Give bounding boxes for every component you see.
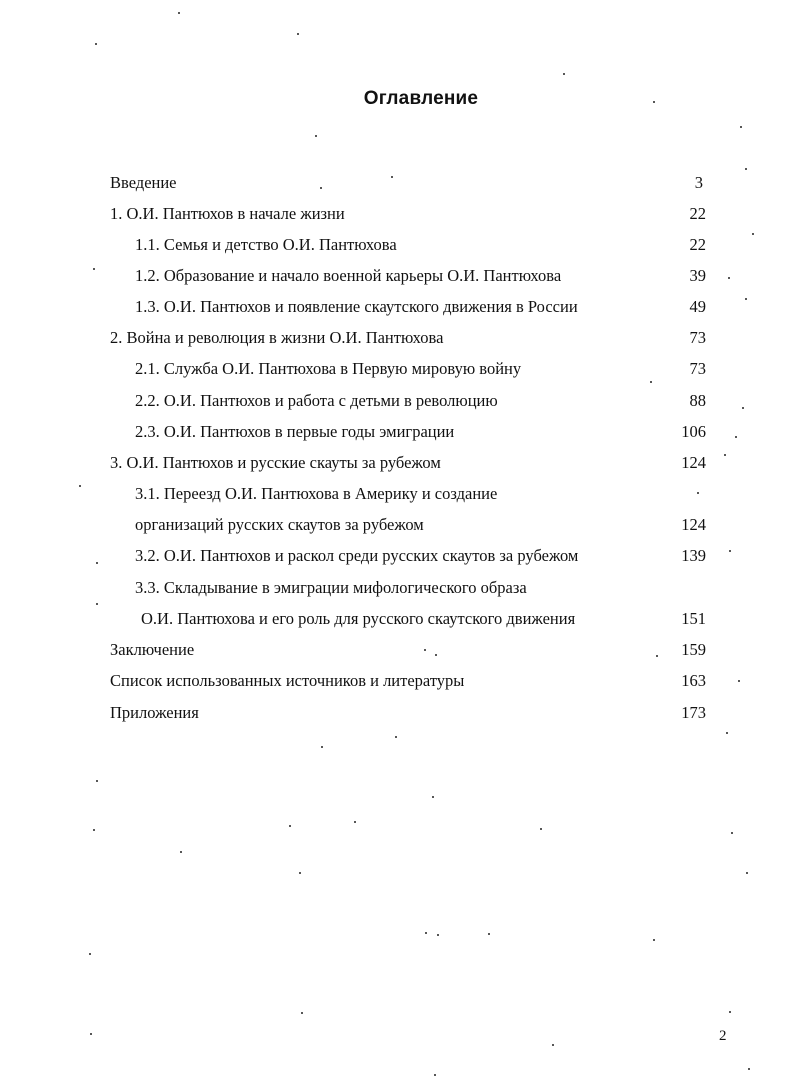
scan-speck <box>540 828 542 830</box>
scan-speck <box>299 872 301 874</box>
toc-page-section-2-2: 88 <box>689 391 706 410</box>
toc-entry-section-2-3: 2.3. О.И. Пантюхов в первые годы эмиграции <box>135 422 455 441</box>
toc-page-section-1-1: 22 <box>689 235 706 254</box>
scan-speck <box>738 680 740 682</box>
scan-speck <box>729 550 731 552</box>
scan-speck <box>752 233 754 235</box>
toc-page-introduction: 3 <box>694 173 703 192</box>
scan-speck <box>434 1074 436 1076</box>
scan-speck <box>740 126 742 128</box>
toc-entry-section-3-3-line-1: 3.3. Складывание в эмиграции мифологического образа <box>135 578 527 597</box>
toc-title: Оглавление <box>363 88 479 109</box>
toc-page-chapter-3: 124 <box>681 453 706 472</box>
scan-speck <box>742 407 744 409</box>
scan-speck <box>726 732 728 734</box>
scan-speck <box>653 101 655 103</box>
scan-speck <box>731 832 733 834</box>
scan-speck <box>656 655 658 657</box>
toc-page-conclusion: 159 <box>681 640 706 659</box>
scan-speck <box>96 603 98 605</box>
scan-speck <box>354 821 356 823</box>
scan-speck <box>93 268 95 270</box>
scan-speck <box>746 872 748 874</box>
scan-speck <box>315 135 317 137</box>
scan-speck <box>95 43 97 45</box>
toc-entry-introduction: Введение <box>110 173 177 192</box>
toc-entry-section-3-1-line-2: организаций русских скаутов за рубежом <box>135 515 424 534</box>
scan-speck <box>96 562 98 564</box>
toc-entry-section-1-3: 1.3. О.И. Пантюхов и появление скаутского движения в России <box>135 297 578 316</box>
scan-speck <box>425 932 427 934</box>
scan-speck <box>301 1012 303 1014</box>
toc-entry-chapter-1: 1. О.И. Пантюхов в начале жизни <box>110 204 345 223</box>
toc-entry-section-3-2: 3.2. О.И. Пантюхов и раскол среди русских скаутов за рубежом <box>135 546 579 565</box>
toc-page-appendices: 173 <box>681 703 706 722</box>
toc-page-section-1-3: 49 <box>689 297 706 316</box>
scan-speck <box>745 168 747 170</box>
scan-speck <box>321 746 323 748</box>
scan-speck <box>697 492 699 494</box>
toc-page-chapter-2: 73 <box>689 328 706 347</box>
scan-speck <box>437 934 439 936</box>
scan-speck <box>178 12 180 14</box>
scan-speck <box>424 649 426 651</box>
scan-speck <box>90 1033 92 1035</box>
toc-page-section-3-1: 124 <box>681 515 706 534</box>
scan-speck <box>653 939 655 941</box>
toc-page-sources: 163 <box>681 671 706 690</box>
scan-speck <box>488 933 490 935</box>
scan-speck <box>650 381 652 383</box>
toc-page-section-3-2: 139 <box>681 546 706 565</box>
toc-page-chapter-1: 22 <box>689 204 706 223</box>
scan-speck <box>391 176 393 178</box>
scan-speck <box>89 953 91 955</box>
toc-entry-section-3-1-line-1: 3.1. Переезд О.И. Пантюхова в Америку и создание <box>135 484 498 503</box>
scan-speck <box>435 654 437 656</box>
scan-speck <box>297 33 299 35</box>
scan-speck <box>745 298 747 300</box>
toc-entry-conclusion: Заключение <box>110 640 195 659</box>
toc-entry-section-2-2: 2.2. О.И. Пантюхов и работа с детьми в революцию <box>135 391 498 410</box>
toc-page-section-3-3: 151 <box>681 609 706 628</box>
toc-page-section-1-2: 39 <box>689 266 706 285</box>
scan-speck <box>735 436 737 438</box>
scan-speck <box>552 1044 554 1046</box>
toc-entry-section-1-1: 1.1. Семья и детство О.И. Пантюхова <box>135 235 397 254</box>
scan-speck <box>289 825 291 827</box>
scan-speck <box>432 796 434 798</box>
toc-entry-section-1-2: 1.2. Образование и начало военной карьеры О.И. Пантюхова <box>135 266 562 285</box>
toc-entry-sources: Список использованных источников и литературы <box>110 671 465 690</box>
scan-speck <box>93 829 95 831</box>
scan-speck <box>724 454 726 456</box>
scan-speck <box>728 277 730 279</box>
scan-speck <box>79 485 81 487</box>
toc-entry-section-2-1: 2.1. Служба О.И. Пантюхова в Первую мировую войну <box>135 359 522 378</box>
toc-entry-section-3-3-line-2: О.И. Пантюхова и его роль для русского скаутского движения <box>141 609 576 628</box>
scan-speck <box>748 1068 750 1070</box>
toc-page-section-2-3: 106 <box>681 422 706 441</box>
scan-speck <box>729 1011 731 1013</box>
scan-speck <box>563 73 565 75</box>
toc-entry-appendices: Приложения <box>110 703 199 722</box>
toc-page-section-2-1: 73 <box>689 359 706 378</box>
scan-speck <box>96 780 98 782</box>
page-number: 2 <box>719 1028 727 1044</box>
toc-entry-chapter-2: 2. Война и революция в жизни О.И. Пантюхова <box>110 328 444 347</box>
toc-entry-chapter-3: 3. О.И. Пантюхов и русские скауты за рубежом <box>110 453 441 472</box>
scan-speck <box>320 187 322 189</box>
scan-speck <box>395 736 397 738</box>
scan-speck <box>180 851 182 853</box>
